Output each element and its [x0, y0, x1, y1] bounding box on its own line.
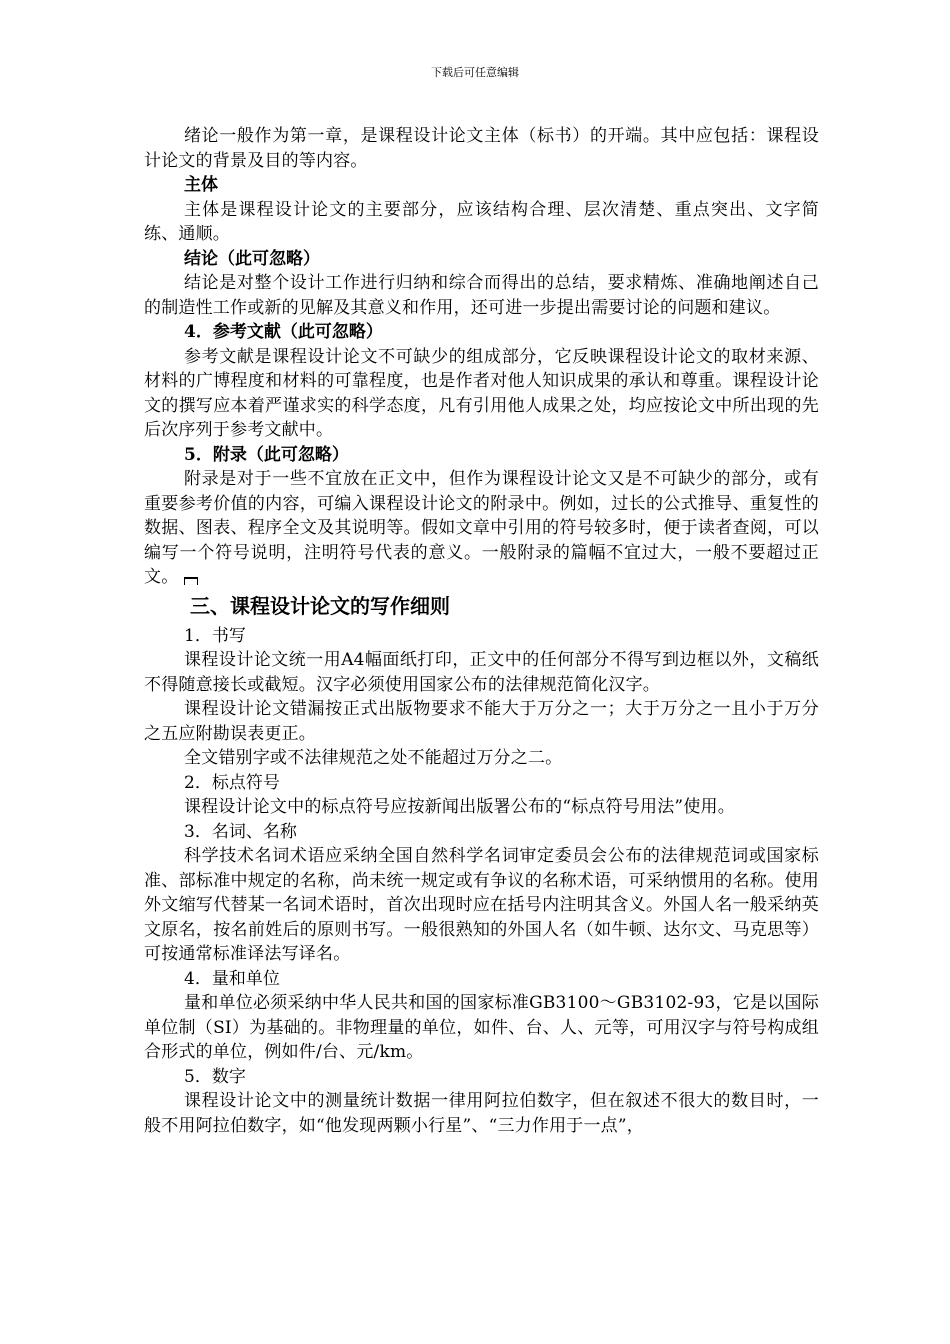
body-paragraph: 主体是课程设计论文的主要部分，应该结构合理、层次清楚、重点突出、文字简练、通顺。 — [144, 199, 819, 244]
document-body — [144, 124, 819, 1138]
units-paragraph: 量和单位必须采纳中华人民共和国的国家标准GB3100～GB3102-93，它是以国际单位制（SI）为基础的。非物理量的单位，如件、台、人、元等，可用汉字与符号构成组合形式的单位，例如件/台、元/km。 — [144, 993, 819, 1062]
appendix-heading: 5．附录（此可忽略） — [184, 444, 349, 465]
intro-paragraph: 绪论一般作为第一章，是课程设计论文主体（标书）的开端。其中应包括：课程设计论文的背景及目的等内容。 — [144, 126, 819, 171]
references-paragraph: 参考文献是课程设计论文不可缺少的组成部分，它反映课程设计论文的取材来源、材料的广博程度和材料的可靠程度，也是作者对他人知识成果的承认和尊重。课程设计论文的撰写应本着严谨求实的科学态度，凡有引用他人成果之处，均应按论文中所出现的先后次序列于参考文献中。 — [144, 346, 819, 440]
section-break-mark-icon — [184, 577, 198, 585]
conclusion-heading: 结论（此可忽略） — [184, 248, 320, 269]
numbers-paragraph: 课程设计论文中的测量统计数据一律用阿拉伯数字，但在叙述不很大的数目时，一般不用阿拉伯数字，如“他发现两颗小行星”、“三力作用于一点”， — [144, 1091, 819, 1136]
body-heading: 主体 — [184, 175, 218, 195]
writing-paragraph-3: 全文错别字或不法律规范之处不能超过万分之二。 — [183, 748, 563, 768]
punctuation-paragraph: 课程设计论文中的标点符号应按新闻出版署公布的“标点符号用法”使用。 — [183, 797, 735, 817]
terms-heading: 3．名词、名称 — [184, 821, 297, 842]
conclusion-paragraph: 结论是对整个设计工作进行归纳和综合而得出的总结，要求精炼、准确地阐述自己的制造性工作或新的见解及其意义和作用，还可进一步提出需要讨论的问题和建议。 — [144, 273, 819, 318]
references-heading: 4．参考文献（此可忽略） — [184, 322, 383, 342]
units-heading: 4．量和单位 — [184, 968, 280, 989]
punctuation-heading: 2．标点符号 — [184, 772, 280, 793]
numbers-heading: 5．数字 — [184, 1066, 246, 1087]
writing-heading: 1．书写 — [184, 625, 246, 646]
appendix-paragraph-text: 附录是对于一些不宜放在正文中，但作为课程设计论文又是不可缺少的部分，或有重要参考价值的内容，可编入课程设计论文的附录中。例如，过长的公式推导、重复性的数据、图表、程序全文及其说明等。假如文章中引用的符号较多时，便于读者查阅，可以编写一个符号说明，注明符号代表的意义。一般附录的篇幅不宜过大，一般不要超过正文。 — [144, 469, 819, 587]
writing-paragraph-2: 课程设计论文错漏按正式出版物要求不能大于万分之一；大于万分之一且小于万分之五应附勘误表更正。 — [144, 699, 819, 744]
section-title: 三、课程设计论文的写作细则 — [190, 593, 450, 618]
writing-paragraph-1: 课程设计论文统一用A4幅面纸打印，正文中的任何部分不得写到边框以外，文稿纸不得随意接长或截短。汉字必须使用国家公布的法律规范简化汉字。 — [144, 650, 819, 695]
appendix-paragraph — [144, 467, 819, 590]
page-header-note: 下载后可任意编辑 — [431, 66, 519, 79]
terms-paragraph: 科学技术名词术语应采纳全国自然科学名词审定委员会公布的法律规范词或国家标准、部标准中规定的名称，尚未统一规定或有争议的名称术语，可采纳惯用的名称。使用外文缩写代替某一名词术语时，首次出现时应在括号内注明其含义。外国人名一般采纳英文原名，按名前姓后的原则书写。一般很熟知的外国人名（如牛顿、达尔文、马克思等）可按通常标准译法写译名。 — [144, 846, 819, 964]
